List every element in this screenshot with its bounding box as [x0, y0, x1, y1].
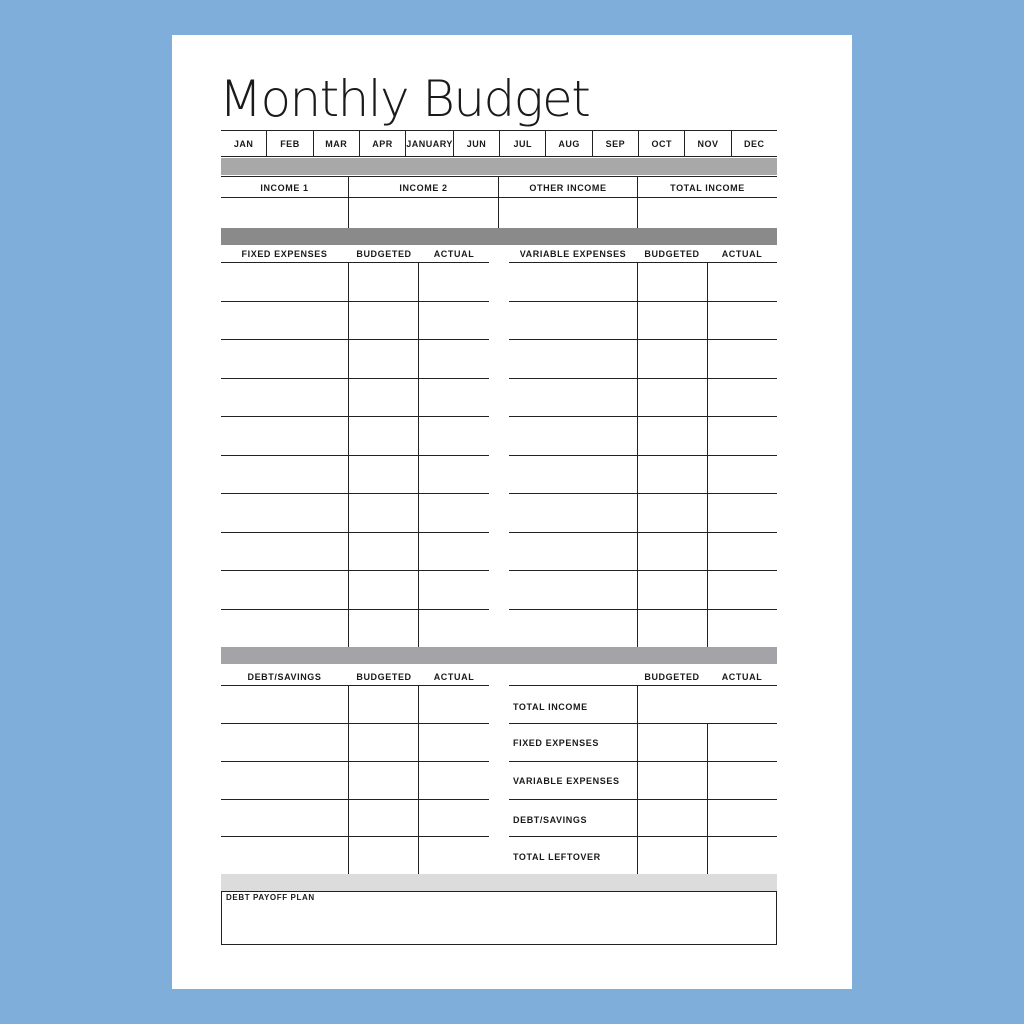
rule	[509, 301, 777, 302]
month-cell[interactable]: DEC	[731, 131, 777, 156]
rule	[509, 455, 777, 456]
rule	[221, 685, 489, 686]
fixed-budgeted-header: BUDGETED	[356, 249, 412, 259]
section-divider	[221, 647, 777, 664]
debt-actual-header: ACTUAL	[433, 672, 475, 682]
rule	[509, 493, 777, 494]
rule	[509, 799, 777, 800]
rule	[509, 339, 777, 340]
rule	[221, 493, 489, 494]
fixed-expenses-header: FIXED EXPENSES	[241, 249, 328, 259]
summary-total-income-label: TOTAL INCOME	[513, 702, 588, 712]
rule	[509, 761, 777, 762]
month-cell[interactable]: JUL	[499, 131, 545, 156]
month-cell[interactable]: JANUARY	[405, 131, 453, 156]
month-cell[interactable]: MAR	[313, 131, 359, 156]
page-title: Monthly Budget	[219, 70, 590, 128]
section-divider	[221, 228, 777, 245]
rule	[221, 378, 489, 379]
month-cell[interactable]: OCT	[638, 131, 684, 156]
rule	[221, 455, 489, 456]
summary-variable-expenses-label: VARIABLE EXPENSES	[513, 776, 620, 786]
rule	[221, 609, 489, 610]
income-2-label: INCOME 2	[399, 183, 448, 193]
variable-actual-header: ACTUAL	[721, 249, 763, 259]
debt-savings-header: DEBT/SAVINGS	[247, 672, 322, 682]
month-cell[interactable]: NOV	[684, 131, 730, 156]
month-cell[interactable]: FEB	[266, 131, 312, 156]
rule	[509, 685, 777, 686]
rule	[509, 378, 777, 379]
rule	[221, 301, 489, 302]
rule	[509, 570, 777, 571]
rule	[221, 197, 777, 198]
rule	[221, 761, 489, 762]
summary-total-leftover-label: TOTAL LEFTOVER	[513, 852, 601, 862]
section-divider	[221, 874, 777, 891]
month-row	[221, 130, 777, 157]
rule	[707, 262, 708, 647]
rule	[707, 723, 708, 874]
rule	[509, 532, 777, 533]
rule	[221, 176, 777, 177]
summary-actual-header: ACTUAL	[721, 672, 763, 682]
rule	[221, 416, 489, 417]
rule	[221, 339, 489, 340]
summary-fixed-expenses-label: FIXED EXPENSES	[513, 738, 599, 748]
month-cell[interactable]: JUN	[453, 131, 499, 156]
month-cell[interactable]: APR	[359, 131, 405, 156]
rule	[221, 262, 489, 263]
rule	[221, 799, 489, 800]
summary-budgeted-header: BUDGETED	[644, 672, 700, 682]
rule	[509, 262, 777, 263]
rule	[221, 723, 489, 724]
section-divider	[221, 158, 777, 175]
variable-expenses-header: VARIABLE EXPENSES	[519, 249, 627, 259]
rule	[509, 836, 777, 837]
rule	[509, 609, 777, 610]
month-cell[interactable]: JAN	[233, 138, 254, 149]
rule	[637, 685, 638, 874]
debt-payoff-plan-label: DEBT PAYOFF PLAN	[226, 893, 315, 902]
income-1-label: INCOME 1	[260, 183, 309, 193]
rule	[509, 416, 777, 417]
rule	[637, 262, 638, 647]
rule	[348, 685, 349, 874]
month-cell[interactable]: SEP	[592, 131, 638, 156]
rule	[221, 570, 489, 571]
rule	[348, 262, 349, 647]
budget-sheet	[172, 35, 852, 989]
other-income-label: OTHER INCOME	[529, 183, 607, 193]
variable-budgeted-header: BUDGETED	[644, 249, 700, 259]
rule	[418, 262, 419, 647]
rule	[509, 723, 777, 724]
total-income-label: TOTAL INCOME	[670, 183, 745, 193]
debt-budgeted-header: BUDGETED	[356, 672, 412, 682]
fixed-actual-header: ACTUAL	[433, 249, 475, 259]
rule	[221, 836, 489, 837]
rule	[418, 685, 419, 874]
rule	[221, 532, 489, 533]
month-cell[interactable]: AUG	[545, 131, 591, 156]
summary-debt-savings-label: DEBT/SAVINGS	[513, 815, 588, 825]
